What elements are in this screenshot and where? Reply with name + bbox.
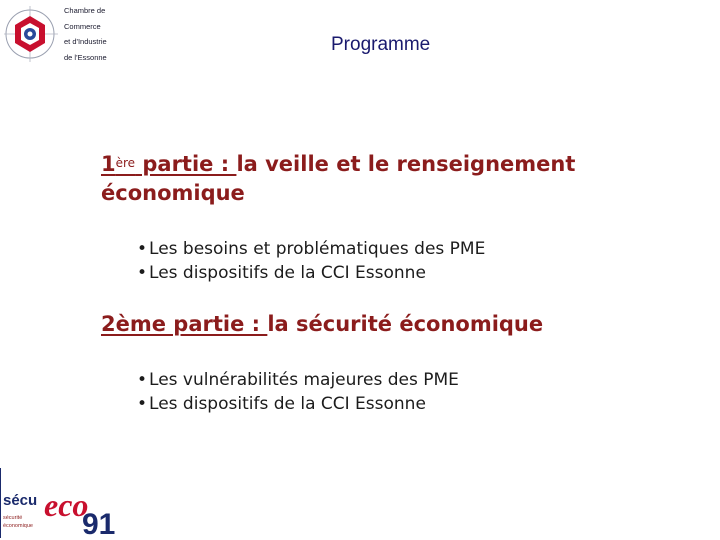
org-line: et d'Industrie (64, 37, 107, 46)
slide-title: Programme (331, 34, 431, 55)
logo-word: sécu (3, 492, 38, 509)
part2-bullet-list (137, 368, 459, 416)
logo-subtitle: sécurité économique (3, 515, 33, 529)
org-line: de l'Essonne (64, 52, 107, 62)
part1-bullet-list (137, 237, 485, 285)
part1-heading-text: la veille et le renseignement économique (101, 152, 576, 205)
list-item: • Les vulnérabilités majeures des PME (137, 368, 459, 392)
part1-number: 1 (101, 152, 116, 176)
part1-heading-underlined (101, 152, 236, 176)
part1-heading (101, 150, 671, 208)
logo-eco-letters: eco (44, 487, 89, 523)
list-item: • Les besoins et problématiques des PME (137, 237, 485, 261)
logo-number: 91 (82, 508, 116, 540)
part1-label: partie : (135, 152, 237, 176)
part2-heading-underlined: 2ème partie : (101, 312, 268, 336)
part2-heading (101, 310, 543, 339)
list-item: • Les dispositifs de la CCI Essonne (137, 392, 459, 416)
org-line: Commerce (64, 21, 101, 31)
secueco91-logo (0, 468, 116, 540)
part2-heading-text: la sécurité économique (267, 312, 544, 336)
org-line: Chambre de (64, 6, 106, 15)
cci-essonne-logo (4, 2, 122, 66)
list-item: • Les dispositifs de la CCI Essonne (137, 261, 485, 285)
part1-ordinal: ère (115, 156, 136, 170)
cci-emblem-icon (4, 4, 62, 64)
